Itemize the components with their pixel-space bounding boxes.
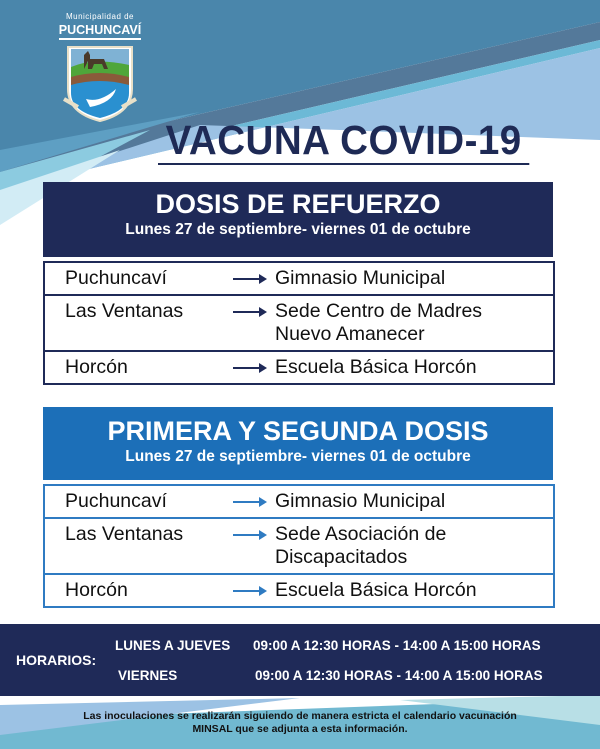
destination-line: Gimnasio Municipal [275,267,446,289]
location-destination [275,300,553,346]
destination-line: Sede Asociación de [275,523,447,545]
location-row [45,486,553,519]
location-place: Horcón [65,356,128,378]
location-row [45,352,553,383]
location-place: Puchuncaví [65,490,167,512]
location-destination [275,490,553,513]
footer-note [0,710,600,736]
location-row [45,575,553,606]
destination-line: Escuela Básica Horcón [275,356,477,378]
location-row [45,263,553,296]
location-row [45,296,553,352]
arrow-right-icon [225,490,275,513]
location-destination [275,267,553,290]
booster-dose-header [43,182,553,257]
hours-times: 09:00 A 12:30 HORAS - 14:00 A 15:00 HORAS [253,638,541,653]
hours-days: LUNES A JUEVES [115,638,231,653]
logo-prefix: Municipalidad de [65,12,135,21]
municipality-logo [50,12,150,123]
hours-days: VIERNES [118,668,178,683]
first-second-locations-table [43,484,555,608]
section-heading: DOSIS DE REFUERZO [155,189,441,219]
section-heading: PRIMERA Y SEGUNDA DOSIS [107,416,489,446]
section-dates: Lunes 27 de septiembre- viernes 01 de octubre [125,221,471,238]
hours-band [0,624,600,696]
destination-line: Gimnasio Municipal [275,490,446,512]
hours-times: 09:00 A 12:30 HORAS - 14:00 A 15:00 HORAS [255,668,543,683]
location-destination [275,523,553,569]
hours-label: HORARIOS: [16,652,97,668]
footer-line: MINSAL que se adjunta a esta información. [192,723,408,735]
destination-line: Discapacitados [275,546,408,568]
booster-locations-table [43,261,555,385]
location-place: Horcón [65,579,128,601]
location-row [45,519,553,575]
logo-name: PUCHUNCAVÍ [59,24,141,40]
location-place: Las Ventanas [65,523,184,545]
destination-line: Nuevo Amanecer [275,323,425,345]
arrow-right-icon [225,267,275,290]
coat-of-arms-icon [54,43,146,123]
arrow-right-icon [225,523,275,546]
section-dates: Lunes 27 de septiembre- viernes 01 de octubre [125,448,471,465]
page-title: VACUNA COVID-19 [158,117,529,165]
first-second-dose-header [43,407,553,480]
location-place: Puchuncaví [65,267,167,289]
location-place: Las Ventanas [65,300,184,322]
destination-line: Sede Centro de Madres [275,300,483,322]
arrow-right-icon [225,579,275,602]
location-destination [275,356,553,379]
location-destination [275,579,553,602]
arrow-right-icon [225,300,275,323]
footer-line: Las inoculaciones se realizarán siguiendo de manera estricta el calendario vacunación [83,710,517,722]
destination-line: Escuela Básica Horcón [275,579,477,601]
arrow-right-icon [225,356,275,379]
